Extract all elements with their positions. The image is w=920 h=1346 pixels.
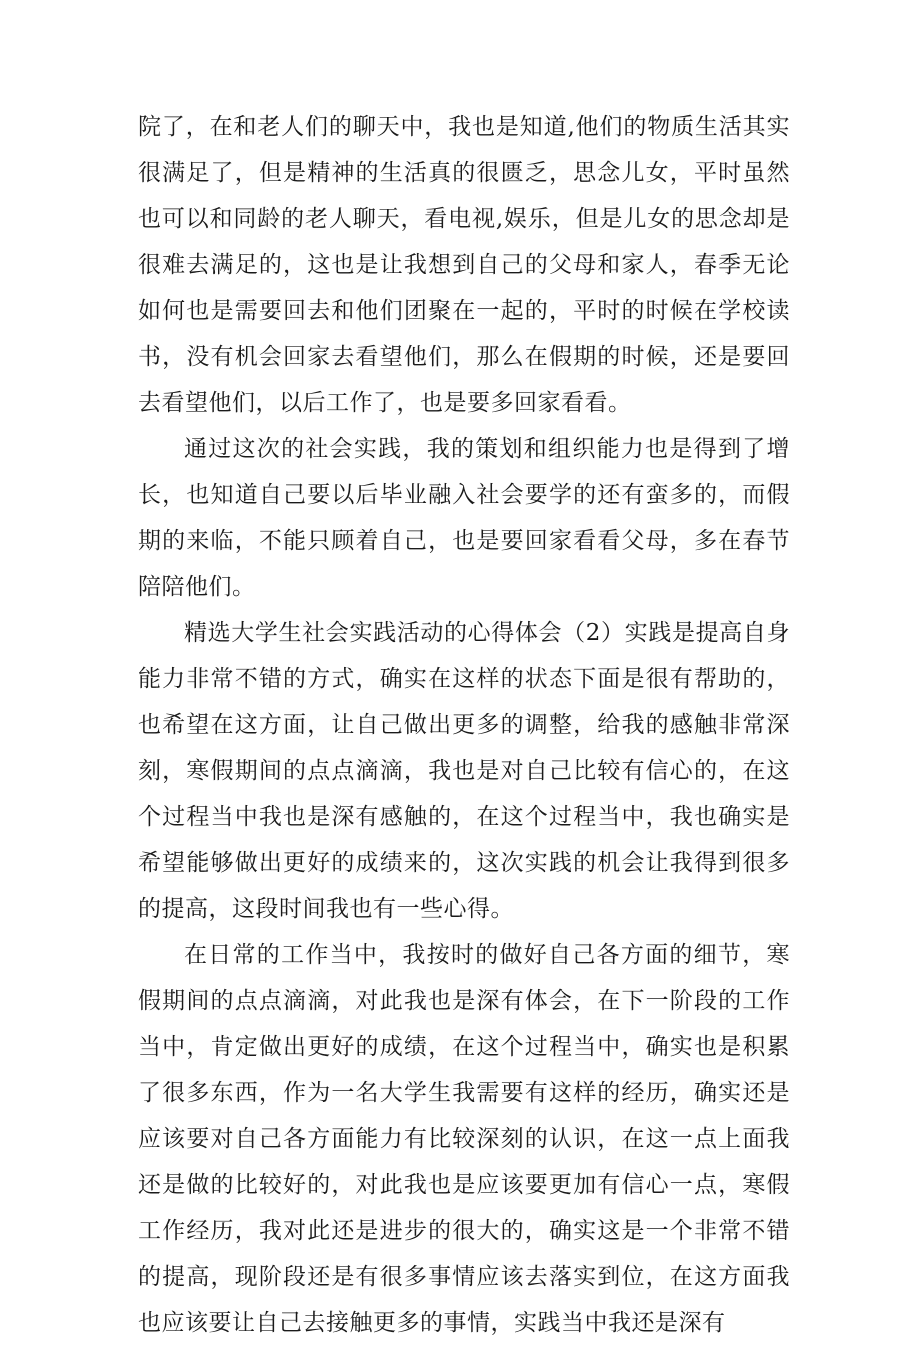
document-body — [138, 104, 790, 1346]
paragraph-continued: 院了，在和老人们的聊天中，我也是知道,他们的物质生活其实很满足了，但是精神的生活真的很匮乏，思念儿女，平时虽然也可以和同龄的老人聊天，看电视,娱乐，但是儿女的思念却是很难去满足的，这也是让我想到自己的父母和家人，春季无论如何也是需要回去和他们团聚在一起的，平时的时候在学校读书，没有机会回家去看望他们，那么在假期的时候，还是要回去看望他们，以后工作了，也是要多回家看看。 — [138, 114, 790, 416]
paragraph: 在日常的工作当中，我按时的做好自己各方面的细节，寒假期间的点点滴滴，对此我也是深有体会，在下一阶段的工作当中，肯定做出更好的成绩，在这个过程当中，确实也是积累了很多东西，作为一名大学生我需要有这样的经历，确实还是应该要对自己各方面能力有比较深刻的认识，在这一点上面我还是做的比较好的，对此我也是应该要更加有信心一点，寒假工作经历，我对此还是进步的很大的，确实这是一个非常不错的提高，现阶段还是有很多事情应该去落实到位，在这方面我也应该要让自己去接触更多的事情，实践当中我还是深有 — [138, 942, 790, 1336]
paragraph: 精选大学生社会实践活动的心得体会（2）实践是提高自身能力非常不错的方式，确实在这样的状态下面是很有帮助的，也希望在这方面，让自己做出更多的调整，给我的感触非常深刻，寒假期间的点点滴滴，我也是对自己比较有信心的，在这个过程当中我也是深有感触的，在这个过程当中，我也确实是希望能够做出更好的成绩来的，这次实践的机会让我得到很多的提高，这段时间我也有一些心得。 — [138, 620, 790, 922]
paragraph: 通过这次的社会实践，我的策划和组织能力也是得到了增长，也知道自己要以后毕业融入社会要学的还有蛮多的，而假期的来临，不能只顾着自己，也是要回家看看父母，多在春节陪陪他们。 — [138, 436, 790, 600]
